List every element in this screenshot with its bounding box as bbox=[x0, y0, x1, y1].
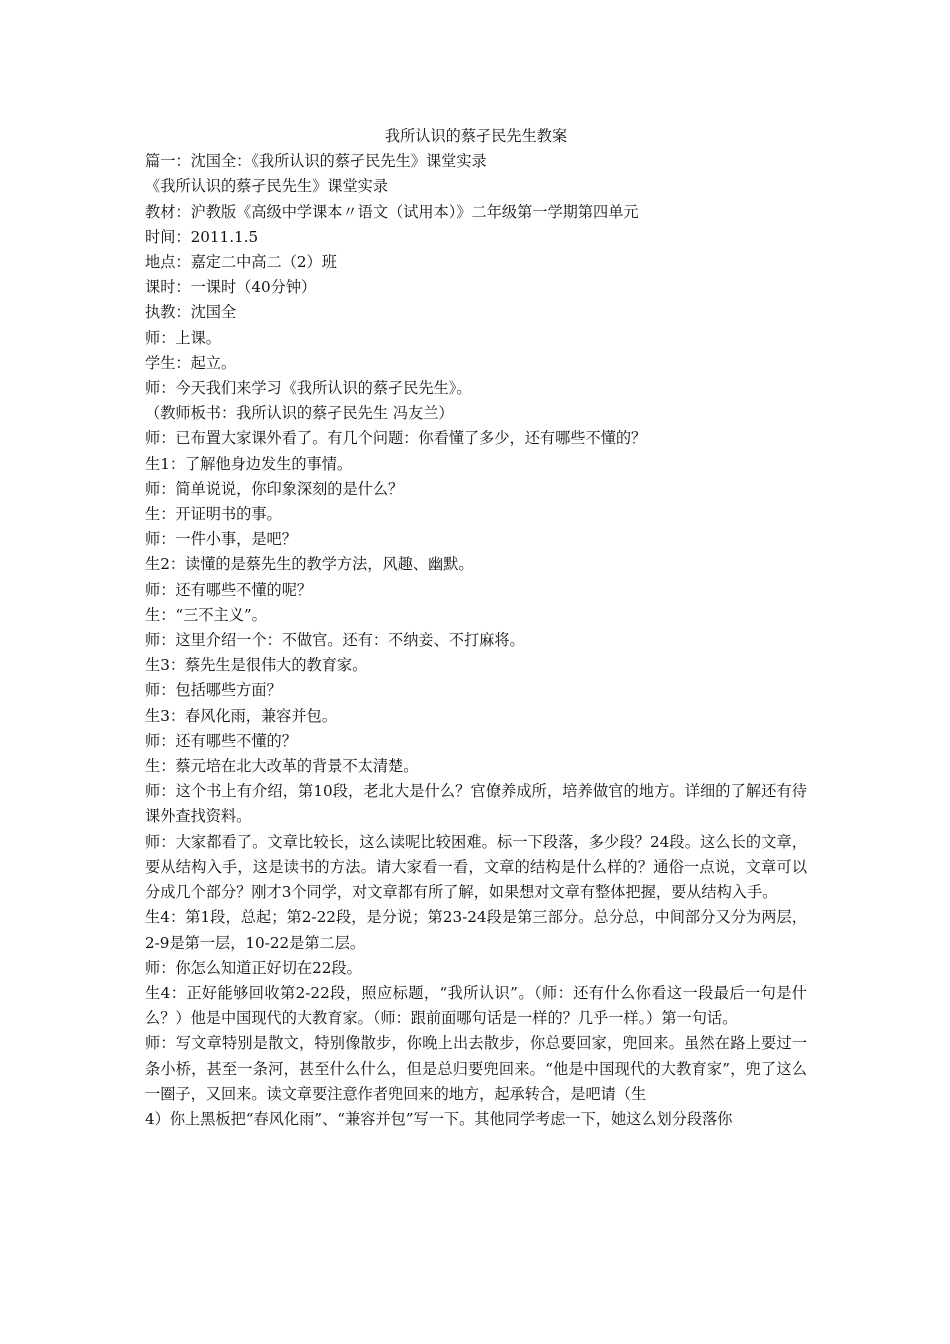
paragraph: 篇一：沈国全：《我所认识的蔡孑民先生》课堂实录 bbox=[145, 152, 487, 171]
paragraph: 生4：第1段，总起；第2-22段，是分说；第23-24段是第三部分。总分总，中间部分又分为两层，2-9是第一层，10-22是第二层。 bbox=[145, 908, 807, 952]
paragraph: 生：开证明书的事。 bbox=[145, 505, 282, 524]
paragraph: 生1：了解他身边发生的事情。 bbox=[145, 454, 353, 473]
paragraph: 师：还有哪些不懂的呢？ bbox=[145, 580, 313, 599]
paragraph: 师：已布置大家课外看了。有几个问题：你看懂了多少，还有哪些不懂的？ bbox=[145, 429, 647, 448]
paragraph: 师：你怎么知道正好切在22段。 bbox=[145, 958, 362, 977]
paragraph: 生3：春风化雨，兼容并包。 bbox=[145, 706, 337, 725]
document-title: 我所认识的蔡孑民先生教案 bbox=[384, 127, 568, 145]
paragraph: 师：大家都看了。文章比较长，这么读呢比较困难。标一下段落，多少段？24段。这么长的文章，要从结构入手，这是读书的方法。请大家看一看，文章的结构是什么样的？通俗一点说，文章可以分成几个部分？刚才3个同学，对文章都有所了解，如果想对文章有整体把握，要从结构入手。 bbox=[145, 832, 807, 902]
paragraph: 执教：沈国全 bbox=[145, 303, 237, 322]
paragraph: 地点：嘉定二中高二（2）班 bbox=[145, 253, 337, 272]
paragraph: 生：蔡元培在北大改革的背景不太清楚。 bbox=[145, 757, 419, 776]
paragraph: 课时：一课时（40分钟） bbox=[145, 278, 317, 297]
paragraph: 4）你上黑板把“春风化雨”、“兼容并包”写一下。其他同学考虑一下，她这么划分段落你 bbox=[145, 1109, 733, 1128]
paragraph: 师：今天我们来学习《我所认识的蔡孑民先生》。 bbox=[145, 379, 472, 398]
paragraph: 学生：起立。 bbox=[145, 353, 237, 372]
document-page bbox=[145, 124, 807, 1132]
paragraph: （教师板书：我所认识的蔡孑民先生 冯友兰） bbox=[145, 404, 454, 423]
paragraph: 生4：正好能够回收第2-22段，照应标题，“我所认识”。（师：还有什么你看这一段最后一句是什么？）他是中国现代的大教育家。（师：跟前面哪句话是一样的？几乎一样。）第一句话。 bbox=[145, 983, 807, 1028]
paragraph: 师：写文章特别是散文，特别像散步，你晚上出去散步，你总要回家，兜回来。虽然在路上要过一条小桥，甚至一条河，甚至什么什么，但是总归要兜回来。“他是中国现代的大教育家”，兜了这么一圈子，又回来。读文章要注意作者兜回来的地方，起承转合，是吧请（生 bbox=[145, 1034, 807, 1103]
paragraph: 时间：2011.1.5 bbox=[145, 227, 259, 246]
paragraph: 生3：蔡先生是很伟大的教育家。 bbox=[145, 656, 368, 675]
paragraph: 师：这里介绍一个：不做官。还有：不纳妾、不打麻将。 bbox=[145, 631, 525, 650]
paragraph: 生：“三不主义”。 bbox=[145, 605, 267, 624]
paragraph: 师：上课。 bbox=[145, 328, 221, 347]
paragraph: 师：这个书上有介绍，第10段，老北大是什么？官僚养成所，培养做官的地方。详细的了解还有待课外查找资料。 bbox=[145, 782, 807, 826]
paragraph: 生2：读懂的是蔡先生的教学方法，风趣、幽默。 bbox=[145, 555, 474, 574]
paragraph: 师：简单说说，你印象深刻的是什么？ bbox=[145, 479, 404, 498]
paragraph: 师：包括哪些方面？ bbox=[145, 681, 282, 700]
paragraph: 师：一件小事，是吧？ bbox=[145, 530, 297, 549]
paragraph: 师：还有哪些不懂的？ bbox=[145, 731, 297, 750]
paragraph: 《我所认识的蔡孑民先生》课堂实录 bbox=[145, 177, 388, 196]
paragraph: 教材：沪教版《高级中学课本〃语文（试用本）》二年级第一学期第四单元 bbox=[145, 202, 639, 221]
